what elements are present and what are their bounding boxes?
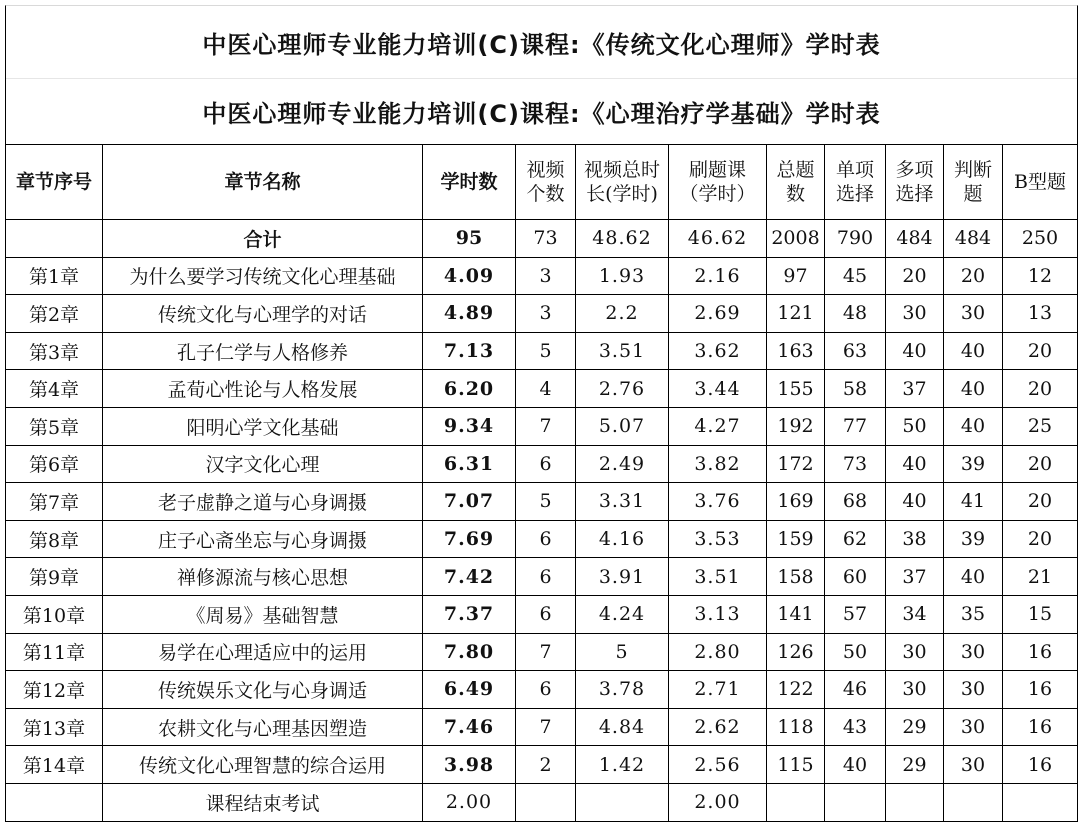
chapter-no: 第5章 [6, 407, 103, 445]
total-questions: 126 [767, 633, 825, 671]
video-length: 3.31 [576, 483, 669, 521]
chapter-name: 传统文化心理智慧的综合运用 [103, 746, 423, 784]
judgement: 40 [944, 332, 1003, 370]
judgement: 30 [944, 671, 1003, 709]
final-total-questions [767, 783, 825, 821]
b-type: 20 [1003, 370, 1078, 408]
final-practice: 2.00 [669, 783, 767, 821]
total-questions: 141 [767, 595, 825, 633]
b-type: 21 [1003, 558, 1078, 596]
chapter-name: 为什么要学习传统文化心理基础 [103, 257, 423, 295]
chapter-no: 第2章 [6, 295, 103, 333]
table-row [6, 671, 1078, 709]
summary-row [6, 220, 1078, 258]
chapter-no: 第8章 [6, 520, 103, 558]
header-b-type: B型题 [1003, 145, 1078, 220]
chapter-no: 第1章 [6, 257, 103, 295]
table-row [6, 332, 1078, 370]
summary-hours: 95 [423, 220, 516, 258]
single-choice: 46 [825, 671, 886, 709]
header-practice: 刷题课 （学时） [669, 145, 767, 220]
judgement: 40 [944, 558, 1003, 596]
judgement: 40 [944, 370, 1003, 408]
multi-choice: 29 [886, 708, 944, 746]
table-row [6, 257, 1078, 295]
schedule-table [5, 144, 1078, 822]
chapter-no: 第10章 [6, 595, 103, 633]
video-count: 7 [516, 708, 576, 746]
practice-hours: 2.56 [669, 746, 767, 784]
total-questions: 192 [767, 407, 825, 445]
judgement: 40 [944, 407, 1003, 445]
multi-choice: 40 [886, 445, 944, 483]
chapter-no: 第3章 [6, 332, 103, 370]
multi-choice: 38 [886, 520, 944, 558]
title-text-1: 中医心理师专业能力培训(C)课程:《传统文化心理师》学时表 [202, 30, 881, 59]
final-hours: 2.00 [423, 783, 516, 821]
multi-choice: 30 [886, 633, 944, 671]
video-length: 1.42 [576, 746, 669, 784]
video-length: 5 [576, 633, 669, 671]
video-length: 2.49 [576, 445, 669, 483]
b-type: 16 [1003, 671, 1078, 709]
table-row [6, 407, 1078, 445]
summary-multi: 484 [886, 220, 944, 258]
video-count: 6 [516, 558, 576, 596]
table-title-2 [5, 78, 1078, 144]
practice-hours: 3.62 [669, 332, 767, 370]
chapter-hours: 7.69 [423, 520, 516, 558]
practice-hours: 2.16 [669, 257, 767, 295]
final-exam-row [6, 783, 1078, 821]
total-questions: 122 [767, 671, 825, 709]
video-length: 4.24 [576, 595, 669, 633]
table-row [6, 746, 1078, 784]
single-choice: 63 [825, 332, 886, 370]
chapter-hours: 6.20 [423, 370, 516, 408]
video-length: 3.91 [576, 558, 669, 596]
chapter-name: 《周易》基础智慧 [103, 595, 423, 633]
chapter-name: 老子虚静之道与心身调摄 [103, 483, 423, 521]
judgement: 35 [944, 595, 1003, 633]
summary-single: 790 [825, 220, 886, 258]
total-questions: 155 [767, 370, 825, 408]
video-count: 5 [516, 332, 576, 370]
video-count: 3 [516, 295, 576, 333]
practice-hours: 2.80 [669, 633, 767, 671]
chapter-hours: 4.09 [423, 257, 516, 295]
multi-choice: 50 [886, 407, 944, 445]
b-type: 25 [1003, 407, 1078, 445]
multi-choice: 29 [886, 746, 944, 784]
chapter-hours: 4.89 [423, 295, 516, 333]
chapter-no: 第14章 [6, 746, 103, 784]
judgement: 39 [944, 520, 1003, 558]
header-video-length: 视频总时 长(学时) [576, 145, 669, 220]
practice-hours: 3.82 [669, 445, 767, 483]
judgement: 30 [944, 746, 1003, 784]
table-row [6, 595, 1078, 633]
chapter-name: 农耕文化与心理基因塑造 [103, 708, 423, 746]
chapter-hours: 7.42 [423, 558, 516, 596]
summary-label: 合计 [103, 220, 423, 258]
chapter-name: 传统文化与心理学的对话 [103, 295, 423, 333]
video-count: 7 [516, 407, 576, 445]
judgement: 41 [944, 483, 1003, 521]
single-choice: 50 [825, 633, 886, 671]
chapter-no: 第7章 [6, 483, 103, 521]
final-multi [886, 783, 944, 821]
table-row [6, 370, 1078, 408]
video-length: 4.84 [576, 708, 669, 746]
table-row [6, 520, 1078, 558]
table-title-1 [5, 5, 1078, 79]
judgement: 30 [944, 708, 1003, 746]
header-hours: 学时数 [423, 145, 516, 220]
chapter-name: 禅修源流与核心思想 [103, 558, 423, 596]
single-choice: 43 [825, 708, 886, 746]
video-length: 3.78 [576, 671, 669, 709]
chapter-no: 第12章 [6, 671, 103, 709]
judgement: 30 [944, 295, 1003, 333]
practice-hours: 3.76 [669, 483, 767, 521]
video-count: 6 [516, 445, 576, 483]
final-single [825, 783, 886, 821]
chapter-hours: 9.34 [423, 407, 516, 445]
video-count: 6 [516, 671, 576, 709]
chapter-hours: 7.46 [423, 708, 516, 746]
b-type: 15 [1003, 595, 1078, 633]
b-type: 20 [1003, 445, 1078, 483]
final-btype [1003, 783, 1078, 821]
header-chapter-name: 章节名称 [103, 145, 423, 220]
table-row [6, 445, 1078, 483]
video-length: 1.93 [576, 257, 669, 295]
video-count: 5 [516, 483, 576, 521]
summary-practice: 46.62 [669, 220, 767, 258]
practice-hours: 4.27 [669, 407, 767, 445]
table-row [6, 295, 1078, 333]
title-text-2: 中医心理师专业能力培训(C)课程:《心理治疗学基础》学时表 [202, 99, 881, 128]
practice-hours: 2.71 [669, 671, 767, 709]
multi-choice: 37 [886, 370, 944, 408]
video-length: 2.76 [576, 370, 669, 408]
video-count: 4 [516, 370, 576, 408]
header-chapter-no: 章节序号 [6, 145, 103, 220]
video-length: 4.16 [576, 520, 669, 558]
b-type: 20 [1003, 332, 1078, 370]
multi-choice: 40 [886, 483, 944, 521]
b-type: 12 [1003, 257, 1078, 295]
final-no [6, 783, 103, 821]
b-type: 20 [1003, 520, 1078, 558]
chapter-hours: 7.37 [423, 595, 516, 633]
practice-hours: 2.69 [669, 295, 767, 333]
b-type: 20 [1003, 483, 1078, 521]
table-row [6, 483, 1078, 521]
table-row [6, 633, 1078, 671]
chapter-name: 孟荀心性论与人格发展 [103, 370, 423, 408]
final-video-count [516, 783, 576, 821]
video-count: 2 [516, 746, 576, 784]
single-choice: 57 [825, 595, 886, 633]
single-choice: 40 [825, 746, 886, 784]
single-choice: 60 [825, 558, 886, 596]
total-questions: 158 [767, 558, 825, 596]
b-type: 13 [1003, 295, 1078, 333]
final-judge [944, 783, 1003, 821]
video-count: 7 [516, 633, 576, 671]
chapter-hours: 7.07 [423, 483, 516, 521]
total-questions: 121 [767, 295, 825, 333]
multi-choice: 30 [886, 671, 944, 709]
video-length: 2.2 [576, 295, 669, 333]
video-length: 5.07 [576, 407, 669, 445]
practice-hours: 3.51 [669, 558, 767, 596]
chapter-no: 第9章 [6, 558, 103, 596]
final-name: 课程结束考试 [103, 783, 423, 821]
header-total-questions: 总题 数 [767, 145, 825, 220]
multi-choice: 37 [886, 558, 944, 596]
chapter-name: 阳明心学文化基础 [103, 407, 423, 445]
multi-choice: 40 [886, 332, 944, 370]
chapter-hours: 7.80 [423, 633, 516, 671]
single-choice: 73 [825, 445, 886, 483]
summary-judge: 484 [944, 220, 1003, 258]
header-multi-choice: 多项 选择 [886, 145, 944, 220]
single-choice: 77 [825, 407, 886, 445]
total-questions: 169 [767, 483, 825, 521]
chapter-no: 第13章 [6, 708, 103, 746]
header-video-count: 视频 个数 [516, 145, 576, 220]
total-questions: 118 [767, 708, 825, 746]
practice-hours: 3.44 [669, 370, 767, 408]
judgement: 39 [944, 445, 1003, 483]
chapter-hours: 6.31 [423, 445, 516, 483]
summary-total-questions: 2008 [767, 220, 825, 258]
multi-choice: 20 [886, 257, 944, 295]
practice-hours: 2.62 [669, 708, 767, 746]
chapter-hours: 3.98 [423, 746, 516, 784]
chapter-name: 汉字文化心理 [103, 445, 423, 483]
b-type: 16 [1003, 746, 1078, 784]
single-choice: 48 [825, 295, 886, 333]
b-type: 16 [1003, 633, 1078, 671]
chapter-hours: 7.13 [423, 332, 516, 370]
chapter-no: 第11章 [6, 633, 103, 671]
single-choice: 68 [825, 483, 886, 521]
table-row [6, 708, 1078, 746]
video-count: 6 [516, 595, 576, 633]
header-single-choice: 单项 选择 [825, 145, 886, 220]
chapter-no: 第4章 [6, 370, 103, 408]
video-count: 3 [516, 257, 576, 295]
video-count: 6 [516, 520, 576, 558]
table-row [6, 558, 1078, 596]
judgement: 30 [944, 633, 1003, 671]
header-row [6, 145, 1078, 220]
single-choice: 45 [825, 257, 886, 295]
chapter-hours: 6.49 [423, 671, 516, 709]
practice-hours: 3.53 [669, 520, 767, 558]
total-questions: 115 [767, 746, 825, 784]
total-questions: 97 [767, 257, 825, 295]
summary-video-count: 73 [516, 220, 576, 258]
video-length: 3.51 [576, 332, 669, 370]
chapter-name: 孔子仁学与人格修养 [103, 332, 423, 370]
multi-choice: 30 [886, 295, 944, 333]
chapter-no: 第6章 [6, 445, 103, 483]
total-questions: 163 [767, 332, 825, 370]
judgement: 20 [944, 257, 1003, 295]
total-questions: 159 [767, 520, 825, 558]
final-video-length [576, 783, 669, 821]
chapter-name: 易学在心理适应中的运用 [103, 633, 423, 671]
single-choice: 62 [825, 520, 886, 558]
header-judgement: 判断 题 [944, 145, 1003, 220]
summary-btype: 250 [1003, 220, 1078, 258]
chapter-name: 庄子心斋坐忘与心身调摄 [103, 520, 423, 558]
summary-no [6, 220, 103, 258]
total-questions: 172 [767, 445, 825, 483]
single-choice: 58 [825, 370, 886, 408]
b-type: 16 [1003, 708, 1078, 746]
multi-choice: 34 [886, 595, 944, 633]
summary-video-length: 48.62 [576, 220, 669, 258]
chapter-name: 传统娱乐文化与心身调适 [103, 671, 423, 709]
practice-hours: 3.13 [669, 595, 767, 633]
